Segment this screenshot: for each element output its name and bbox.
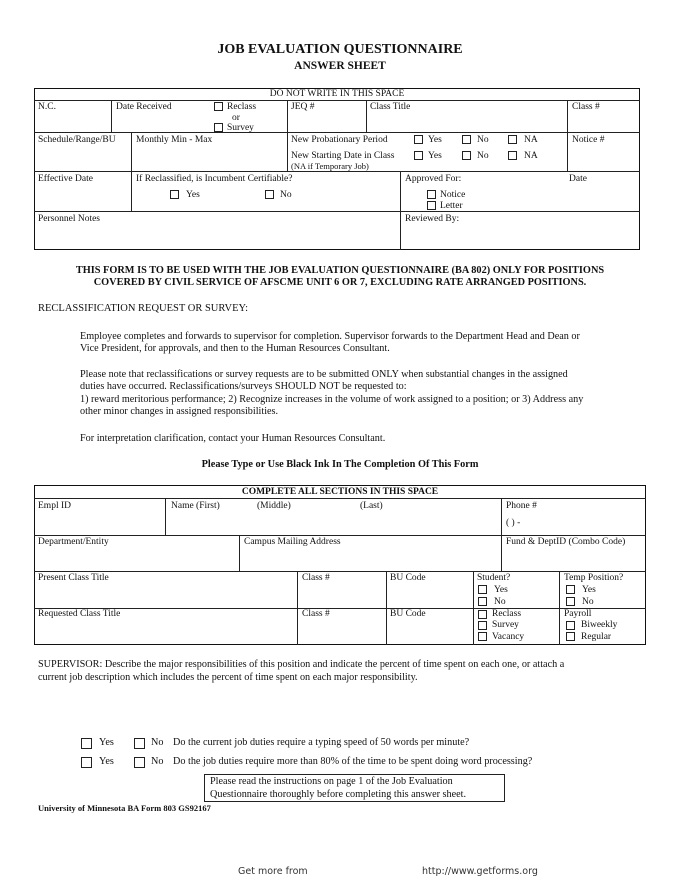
payroll-biweekly-label: Biweekly: [581, 620, 618, 630]
phone-label: Phone #: [506, 501, 537, 511]
student-yes-label: Yes: [494, 585, 508, 595]
name-middle-label: (Middle): [257, 501, 291, 511]
student-no-label: No: [494, 597, 506, 607]
divider: [34, 132, 640, 133]
divider: [366, 100, 367, 132]
divider: [34, 571, 646, 572]
page-title: JOB EVALUATION QUESTIONNAIRE: [217, 42, 463, 57]
certifiable-yes-label: Yes: [186, 190, 200, 200]
paragraph-2d: other minor changes in assigned responsibilities.: [80, 406, 279, 417]
temp-no-label: No: [582, 597, 594, 607]
survey-label: Survey: [227, 123, 254, 133]
word-processing-yes-checkbox[interactable]: [81, 757, 92, 768]
new-starting-note: (NA if Temporary Job): [291, 161, 369, 171]
divider: [165, 498, 166, 535]
divider: [111, 100, 112, 132]
new-probation-label: New Probationary Period: [291, 135, 388, 145]
employee-box-heading: COMPLETE ALL SECTIONS IN THIS SPACE: [241, 487, 439, 497]
date-received-label: Date Received: [116, 102, 172, 112]
request-reclass-label: Reclass: [492, 609, 522, 619]
survey-checkbox[interactable]: [214, 123, 223, 132]
usage-notice-line-2: COVERED BY CIVIL SERVICE OF AFSCME UNIT 6 OR 7, EXCLUDING RATE ARRANGED POSITIONS.: [93, 277, 587, 288]
notice-checkbox[interactable]: [427, 190, 436, 199]
divider: [34, 100, 640, 101]
paragraph-1a: Employee completes and forwards to supervisor for completion. Supervisor forwards to the Department Head and Dean or: [80, 331, 580, 342]
class-number-label: Class #: [572, 102, 600, 112]
requested-bu-code-label: BU Code: [390, 609, 426, 619]
campus-mail-label: Campus Mailing Address: [244, 537, 341, 547]
phone-format: ( ) -: [506, 518, 521, 528]
word-processing-yes-label: Yes: [99, 756, 114, 767]
new-starting-label: New Starting Date in Class: [291, 151, 395, 161]
personnel-notes-label: Personnel Notes: [38, 214, 101, 224]
divider: [287, 132, 288, 171]
office-box-heading: DO NOT WRITE IN THIS SPACE: [269, 89, 405, 99]
probation-no-checkbox[interactable]: [462, 135, 471, 144]
probation-na-label: NA: [524, 135, 538, 145]
temp-yes-checkbox[interactable]: [566, 585, 575, 594]
paragraph-2c: 1) reward meritorious performance; 2) Recognize increases in the volume of work assigned to a position; or 3) Address any: [80, 394, 584, 405]
reviewed-by-label: Reviewed By:: [405, 214, 460, 224]
supervisor-line-2: current job description which includes the percent of time spent on each major responsibility.: [38, 672, 418, 683]
request-survey-checkbox[interactable]: [478, 621, 487, 630]
payroll-regular-label: Regular: [581, 632, 612, 642]
paragraph-3: For interpretation clarification, contact your Human Resources Consultant.: [80, 433, 386, 444]
present-bu-code-label: BU Code: [390, 573, 426, 583]
divider: [567, 100, 568, 171]
typing-question: Do the current job duties require a typing speed of 50 words per minute?: [173, 737, 470, 748]
divider: [287, 100, 288, 132]
divider: [239, 535, 240, 571]
paragraph-1b: Vice President, for approvals, and then to the Human Resources Consultant.: [80, 343, 390, 354]
probation-yes-label: Yes: [428, 135, 442, 145]
date-label: Date: [569, 174, 587, 184]
divider: [34, 498, 646, 499]
divider: [131, 132, 132, 171]
starting-no-checkbox[interactable]: [462, 151, 471, 160]
certifiable-yes-checkbox[interactable]: [170, 190, 179, 199]
footer-url-link[interactable]: http://www.getforms.org: [422, 866, 538, 877]
payroll-label: Payroll: [564, 609, 592, 619]
request-survey-label: Survey: [492, 620, 519, 630]
jeq-label: JEQ #: [291, 102, 315, 112]
starting-no-label: No: [477, 151, 489, 161]
instruction-line-2: Questionnaire thoroughly before completing this answer sheet.: [210, 789, 467, 800]
divider: [34, 171, 640, 172]
request-vacancy-checkbox[interactable]: [478, 632, 487, 641]
typing-no-checkbox[interactable]: [134, 738, 145, 749]
request-reclass-checkbox[interactable]: [478, 610, 487, 619]
probation-no-label: No: [477, 135, 489, 145]
employee-info-box: [34, 485, 646, 645]
effective-date-label: Effective Date: [38, 174, 93, 184]
starting-na-label: NA: [524, 151, 538, 161]
student-label: Student?: [477, 573, 511, 583]
approved-for-label: Approved For:: [405, 174, 462, 184]
divider: [34, 211, 640, 212]
ink-note: Please Type or Use Black Ink In The Completion Of This Form: [201, 459, 479, 470]
notice-number-label: Notice #: [572, 135, 605, 145]
temp-position-label: Temp Position?: [564, 573, 624, 583]
divider: [34, 535, 646, 536]
present-class-number-label: Class #: [302, 573, 330, 583]
empl-id-label: Empl ID: [38, 501, 71, 511]
divider: [131, 171, 132, 211]
probation-yes-checkbox[interactable]: [414, 135, 423, 144]
starting-yes-checkbox[interactable]: [414, 151, 423, 160]
starting-na-checkbox[interactable]: [508, 151, 517, 160]
monthly-label: Monthly Min - Max: [136, 135, 213, 145]
temp-no-checkbox[interactable]: [566, 597, 575, 606]
certifiable-no-checkbox[interactable]: [265, 190, 274, 199]
student-yes-checkbox[interactable]: [478, 585, 487, 594]
fund-label: Fund & DeptID (Combo Code): [506, 537, 626, 547]
reclass-heading: RECLASSIFICATION REQUEST OR SURVEY:: [38, 303, 249, 314]
present-title-label: Present Class Title: [38, 573, 109, 583]
name-last-label: (Last): [360, 501, 383, 511]
starting-yes-label: Yes: [428, 151, 442, 161]
page-subtitle: ANSWER SHEET: [294, 60, 386, 72]
certifiable-no-label: No: [280, 190, 292, 200]
temp-yes-label: Yes: [582, 585, 596, 595]
form-identifier: University of Minnesota BA Form 803 GS92167: [38, 803, 211, 813]
notice-label: Notice: [440, 190, 466, 200]
class-title-label: Class Title: [370, 102, 411, 112]
if-reclassified-label: If Reclassified, is Incumbent Certifiable?: [136, 174, 293, 184]
reclass-checkbox[interactable]: [214, 102, 223, 111]
payroll-regular-checkbox[interactable]: [566, 632, 575, 641]
student-no-checkbox[interactable]: [478, 597, 487, 606]
request-vacancy-label: Vacancy: [492, 632, 525, 642]
payroll-biweekly-checkbox[interactable]: [566, 621, 575, 630]
word-processing-question: Do the job duties require more than 80% of the time to be spent doing word processing?: [173, 756, 533, 767]
department-label: Department/Entity: [38, 537, 109, 547]
reclass-label: Reclass: [227, 102, 257, 112]
usage-notice-line-1: THIS FORM IS TO BE USED WITH THE JOB EVALUATION QUESTIONNAIRE (BA 802) ONLY FOR POSITIONS: [75, 265, 605, 276]
typing-yes-checkbox[interactable]: [81, 738, 92, 749]
divider: [34, 608, 646, 609]
word-processing-no-label: No: [151, 756, 164, 767]
typing-yes-label: Yes: [99, 737, 114, 748]
or-label: or: [232, 113, 240, 123]
footer-get-more: Get more from: [238, 866, 308, 877]
letter-label: Letter: [440, 201, 463, 211]
requested-title-label: Requested Class Title: [38, 609, 121, 619]
typing-no-label: No: [151, 737, 164, 748]
instruction-line-1: Please read the instructions on page 1 of the Job Evaluation: [210, 776, 453, 787]
requested-class-number-label: Class #: [302, 609, 330, 619]
paragraph-2b: duties have occurred. Reclassifications/surveys SHOULD NOT be requested to:: [80, 381, 407, 392]
name-first-label: Name (First): [171, 501, 220, 511]
supervisor-line-1: SUPERVISOR: Describe the major responsibilities of this position and indicate the percent of time spent on each one, or attach a: [38, 659, 565, 670]
paragraph-2a: Please note that reclassifications or survey requests are to be submitted ONLY when substantial changes in the assigned: [80, 369, 568, 380]
schedule-label: Schedule/Range/BU: [38, 135, 116, 145]
probation-na-checkbox[interactable]: [508, 135, 517, 144]
nc-label: N.C.: [38, 102, 56, 112]
word-processing-no-checkbox[interactable]: [134, 757, 145, 768]
letter-checkbox[interactable]: [427, 201, 436, 210]
